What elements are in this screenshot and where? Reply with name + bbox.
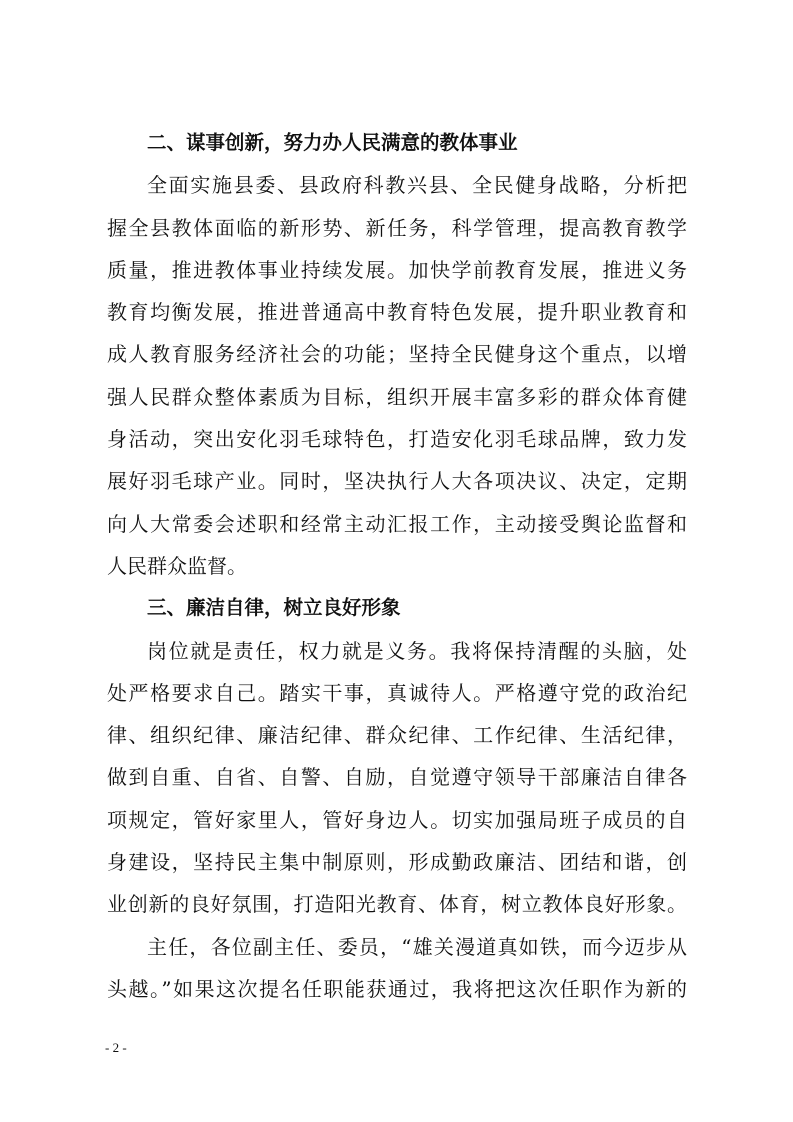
paragraph-line: 握全县教体面临的新形势、新任务，科学管理，提高教育教学 <box>107 215 687 240</box>
paragraph-line: 展好羽毛球产业。同时，坚决执行人大各项决议、决定，定期 <box>107 469 687 494</box>
paragraph-line: 教育均衡发展，推进普通高中教育特色发展，提升职业教育和 <box>107 300 687 325</box>
paragraph-line: 主任，各位副主任、委员，“雄关漫道真如铁，而今迈步从 <box>147 934 687 959</box>
paragraph-line: 项规定，管好家里人，管好身边人。切实加强局班子成员的自 <box>107 807 687 832</box>
paragraph-line: 岗位就是责任，权力就是义务。我将保持清醒的头脑，处 <box>147 638 687 663</box>
paragraph-line: 头越。”如果这次提名任职能获通过，我将把这次任职作为新的 <box>107 976 687 1001</box>
paragraph-line: 向人大常委会述职和经常主动汇报工作，主动接受舆论监督和 <box>107 511 687 536</box>
paragraph-line: 律、组织纪律、廉洁纪律、群众纪律、工作纪律、生活纪律， <box>107 723 687 748</box>
paragraph-line: 全面实施县委、县政府科教兴县、全民健身战略，分析把 <box>147 173 687 198</box>
paragraph-line: 身活动，突出安化羽毛球特色，打造安化羽毛球品牌，致力发 <box>107 427 687 452</box>
paragraph-line: 业创新的良好氛围，打造阳光教育、体育，树立教体良好形象。 <box>107 892 687 917</box>
paragraph-line: 处严格要求自己。踏实干事，真诚待人。严格遵守党的政治纪 <box>107 680 687 705</box>
section-heading-2: 二、谋事创新，努力办人民满意的教体事业 <box>147 131 518 154</box>
paragraph-line: 做到自重、自省、自警、自励，自觉遵守领导干部廉洁自律各 <box>107 765 687 790</box>
paragraph-line: 人民群众监督。 <box>107 553 247 578</box>
section-heading-3: 三、廉洁自律，树立良好形象 <box>147 596 401 620</box>
paragraph-line: 强人民群众整体素质为目标，组织开展丰富多彩的群众体育健 <box>107 384 687 409</box>
paragraph-line: 质量，推进教体事业持续发展。加快学前教育发展，推进义务 <box>107 257 687 282</box>
page-number: - 2 - <box>105 1040 127 1055</box>
paragraph-line: 身建设，坚持民主集中制原则，形成勤政廉洁、团结和谐，创 <box>107 850 687 875</box>
paragraph-line: 成人教育服务经济社会的功能；坚持全民健身这个重点，以增 <box>107 342 687 367</box>
document-body <box>107 122 687 1010</box>
